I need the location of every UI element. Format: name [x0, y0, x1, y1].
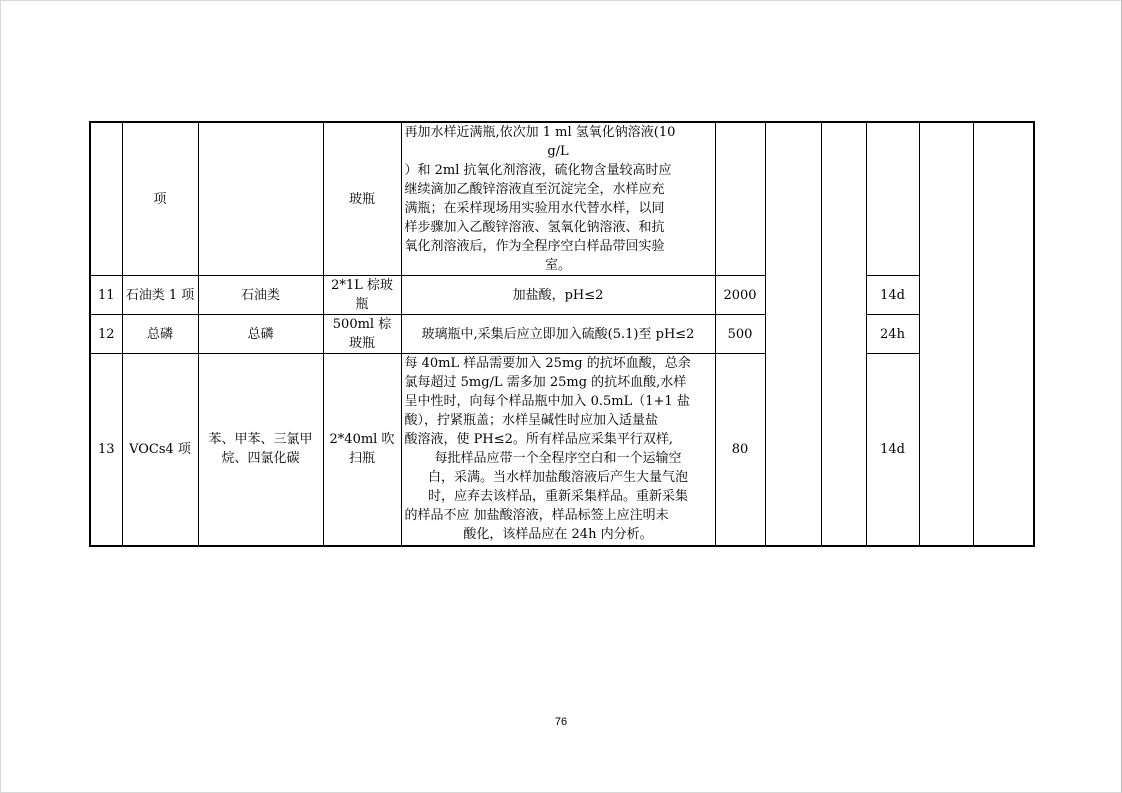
parameter-cell: 总磷	[198, 315, 323, 354]
holding-period-cell: 14d	[866, 276, 919, 315]
preservation-method-cell	[401, 122, 715, 276]
holding-period-cell: 24h	[866, 315, 919, 354]
parameter-cell: 石油类	[198, 276, 323, 315]
page-number: 76	[554, 716, 568, 728]
method-line: 的样品不应 加盐酸溶液，样品标签上应注明未	[404, 508, 669, 524]
holding-period-cell: 14d	[866, 354, 919, 546]
method-line: 呈中性时，向每个样品瓶中加入 0.5mL（1+1 盐	[404, 394, 690, 410]
preservation-method-cell	[401, 354, 715, 546]
method-line: 氯每超过 5mg/L 需多加 25mg 的抗坏血酸,水样	[404, 375, 687, 391]
blank-column-cell	[821, 122, 866, 546]
sampling-requirements-table	[89, 121, 1035, 547]
method-line: 酸化，该样品应在 24h 内分析。	[463, 527, 653, 543]
method-line: ）和 2ml 抗氧化剂溶液，硫化物含量较高时应	[404, 163, 672, 178]
item-name-cell: VOCs4 项	[122, 354, 198, 546]
method-line: 每 40mL 样品需要加入 25mg 的抗坏血酸，总余	[404, 356, 691, 372]
table-row	[90, 315, 1034, 354]
method-line: 氧化剂溶液后，作为全程序空白样品带回实验	[404, 239, 665, 254]
method-line: 酸溶液，使 PH≤2。所有样品应采集平行双样,	[404, 432, 674, 448]
method-line: 酸），拧紧瓶盖；水样呈碱性时应加入适量盐	[404, 413, 659, 429]
blank-column-cell	[765, 122, 821, 546]
blank-column-cell	[973, 122, 1034, 546]
parameter-cell	[198, 122, 323, 276]
method-line: 时，应弃去该样品，重新采集样品。重新采集	[427, 489, 688, 505]
method-line: 继续滴加乙酸锌溶液直至沉淀完全，水样应充	[404, 182, 665, 197]
container-cell: 2*1L 棕玻瓶	[323, 276, 401, 315]
method-line: 再加水样近满瓶,依次加 1 ml 氢氧化钠溶液(10	[404, 125, 676, 140]
row-number-cell: 12	[90, 315, 122, 354]
container-cell: 2*40ml 吹扫瓶	[323, 354, 401, 546]
row-number-cell	[90, 122, 122, 276]
table-row	[90, 122, 1034, 276]
blank-column-cell	[919, 122, 973, 546]
item-name-cell: 石油类 1 项	[122, 276, 198, 315]
sample-volume-cell: 500	[715, 315, 765, 354]
method-line: 玻璃瓶中,采集后应立即加入硫酸(5.1)至 pH≤2	[421, 326, 695, 342]
method-line: 样步骤加入乙酸锌溶液、氢氧化钠溶液、和抗	[404, 220, 665, 235]
container-cell: 玻瓶	[323, 122, 401, 276]
row-number-cell: 13	[90, 354, 122, 546]
container-cell: 500ml 棕玻瓶	[323, 315, 401, 354]
table-row	[90, 276, 1034, 315]
sample-volume-cell: 80	[715, 354, 765, 546]
sample-volume-cell: 2000	[715, 276, 765, 315]
preservation-method-cell	[401, 276, 715, 315]
sample-volume-cell	[715, 122, 765, 276]
method-line: 每批样品应带一个全程序空白和一个运输空	[434, 451, 682, 467]
table-row	[90, 354, 1034, 546]
parameter-cell: 苯、甲苯、三氯甲烷、四氯化碳	[198, 354, 323, 546]
holding-period-cell	[866, 122, 919, 276]
item-name-cell: 总磷	[122, 315, 198, 354]
method-line: g/L	[547, 144, 569, 159]
preservation-method-cell	[401, 315, 715, 354]
row-number-cell: 11	[90, 276, 122, 315]
method-line: 满瓶；在采样现场用实验用水代替水样，以同	[404, 201, 665, 216]
item-name-cell: 项	[122, 122, 198, 276]
method-line: 白，采满。当水样加盐酸溶液后产生大量气泡	[427, 470, 688, 486]
method-line: 室。	[544, 258, 571, 273]
method-line: 加盐酸，pH≤2	[512, 287, 604, 303]
